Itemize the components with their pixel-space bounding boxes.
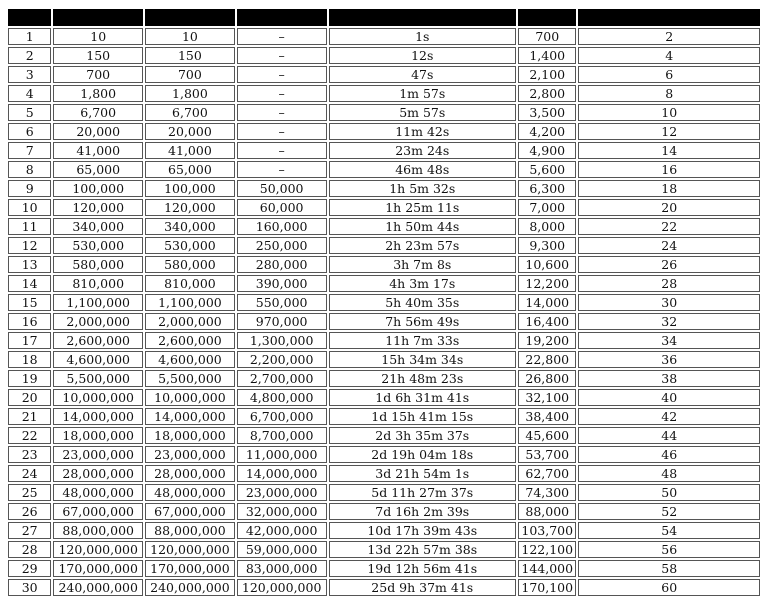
table-cell-col3: 48,000,000 [145,484,235,501]
table-cell-col6: 700 [518,28,576,45]
table-cell-col4: – [237,142,327,159]
table-cell-col2: 240,000,000 [53,579,143,596]
table-cell-level: 27 [8,522,51,539]
header-cell-time [329,9,517,26]
table-cell-col3: 530,000 [145,237,235,254]
table-cell-col6: 122,100 [518,541,576,558]
table-cell-time: 21h 48m 23s [329,370,517,387]
table-cell-time: 5h 40m 35s [329,294,517,311]
table-cell-time: 12s [329,47,517,64]
table-row [8,427,760,444]
table-cell-col6: 2,100 [518,66,576,83]
table-row [8,28,760,45]
table-cell-col7: 40 [578,389,760,406]
table-cell-col2: 1,800 [53,85,143,102]
table-row [8,579,760,596]
table-cell-col3: 2,000,000 [145,313,235,330]
table-cell-time: 1d 6h 31m 41s [329,389,517,406]
table-cell-col6: 19,200 [518,332,576,349]
table-cell-level: 7 [8,142,51,159]
table-cell-col7: 26 [578,256,760,273]
table-cell-col2: 530,000 [53,237,143,254]
table-row [8,294,760,311]
table-cell-col7: 6 [578,66,760,83]
table-cell-col4: 550,000 [237,294,327,311]
table-row [8,503,760,520]
table-cell-col6: 5,600 [518,161,576,178]
table-cell-time: 46m 48s [329,161,517,178]
table-cell-col6: 16,400 [518,313,576,330]
table-row [8,199,760,216]
table-cell-level: 22 [8,427,51,444]
table-cell-col7: 48 [578,465,760,482]
table-cell-col4: 83,000,000 [237,560,327,577]
table-cell-col2: 28,000,000 [53,465,143,482]
table-cell-col3: 100,000 [145,180,235,197]
table-cell-col3: 41,000 [145,142,235,159]
table-cell-col6: 1,400 [518,47,576,64]
table-row [8,484,760,501]
table-cell-col2: 1,100,000 [53,294,143,311]
table-cell-col2: 41,000 [53,142,143,159]
table-cell-col2: 5,500,000 [53,370,143,387]
table-cell-col3: 5,500,000 [145,370,235,387]
table-cell-col7: 22 [578,218,760,235]
table-cell-col6: 22,800 [518,351,576,368]
table-cell-col7: 18 [578,180,760,197]
table-cell-col3: 240,000,000 [145,579,235,596]
table-cell-level: 8 [8,161,51,178]
table-cell-time: 3h 7m 8s [329,256,517,273]
table-cell-col3: 88,000,000 [145,522,235,539]
table-cell-col7: 20 [578,199,760,216]
table-cell-col7: 34 [578,332,760,349]
table-cell-col7: 52 [578,503,760,520]
table-cell-col6: 32,100 [518,389,576,406]
table-cell-time: 13d 22h 57m 38s [329,541,517,558]
table-cell-col3: 150 [145,47,235,64]
table-cell-col7: 50 [578,484,760,501]
table-cell-col3: 67,000,000 [145,503,235,520]
table-cell-col6: 38,400 [518,408,576,425]
table-cell-level: 18 [8,351,51,368]
table-cell-time: 23m 24s [329,142,517,159]
table-cell-col7: 24 [578,237,760,254]
table-cell-col2: 18,000,000 [53,427,143,444]
table-cell-col6: 8,000 [518,218,576,235]
table-cell-col4: 250,000 [237,237,327,254]
table-cell-level: 15 [8,294,51,311]
table-cell-col3: 14,000,000 [145,408,235,425]
table-cell-col6: 2,800 [518,85,576,102]
table-cell-col3: 120,000 [145,199,235,216]
header-cell-col7 [578,9,760,26]
table-cell-col7: 38 [578,370,760,387]
header-cell-col4 [237,9,327,26]
table-cell-col6: 170,100 [518,579,576,596]
table-cell-level: 9 [8,180,51,197]
table-cell-level: 6 [8,123,51,140]
table-cell-col3: 1,100,000 [145,294,235,311]
table-cell-time: 10d 17h 39m 43s [329,522,517,539]
table-cell-col2: 23,000,000 [53,446,143,463]
table-cell-time: 1h 25m 11s [329,199,517,216]
table-cell-col4: 32,000,000 [237,503,327,520]
table-row [8,85,760,102]
table-row [8,332,760,349]
table-cell-col7: 32 [578,313,760,330]
table-cell-col4: – [237,161,327,178]
table-cell-time: 47s [329,66,517,83]
table-cell-col7: 54 [578,522,760,539]
table-cell-col4: 970,000 [237,313,327,330]
table-cell-col7: 36 [578,351,760,368]
table-cell-col7: 42 [578,408,760,425]
table-cell-col4: 2,700,000 [237,370,327,387]
table-cell-col4: – [237,66,327,83]
table-cell-time: 25d 9h 37m 41s [329,579,517,596]
table-cell-col2: 810,000 [53,275,143,292]
table-row [8,180,760,197]
table-cell-col2: 88,000,000 [53,522,143,539]
table-cell-col2: 67,000,000 [53,503,143,520]
header-cell-level [8,9,51,26]
data-table [6,7,762,598]
table-cell-col6: 10,600 [518,256,576,273]
table-cell-col6: 103,700 [518,522,576,539]
table-cell-col6: 4,200 [518,123,576,140]
table-cell-col4: 4,800,000 [237,389,327,406]
table-cell-col3: 18,000,000 [145,427,235,444]
table-cell-level: 2 [8,47,51,64]
table-cell-col7: 12 [578,123,760,140]
table-cell-time: 5m 57s [329,104,517,121]
table-cell-time: 1m 57s [329,85,517,102]
table-cell-col2: 10,000,000 [53,389,143,406]
table-row [8,275,760,292]
table-cell-col7: 44 [578,427,760,444]
table-cell-level: 5 [8,104,51,121]
table-row [8,351,760,368]
table-cell-level: 30 [8,579,51,596]
table-cell-col4: 59,000,000 [237,541,327,558]
table-cell-col6: 74,300 [518,484,576,501]
table-cell-col4: 6,700,000 [237,408,327,425]
table-cell-level: 25 [8,484,51,501]
table-cell-col2: 65,000 [53,161,143,178]
table-cell-col6: 14,000 [518,294,576,311]
table-cell-col4: 11,000,000 [237,446,327,463]
table-cell-level: 17 [8,332,51,349]
table-cell-col4: 23,000,000 [237,484,327,501]
table-cell-time: 11h 7m 33s [329,332,517,349]
table-row [8,66,760,83]
table-cell-level: 20 [8,389,51,406]
table-cell-col2: 20,000 [53,123,143,140]
table-cell-col7: 58 [578,560,760,577]
table-cell-col3: 580,000 [145,256,235,273]
table-cell-col2: 700 [53,66,143,83]
table-cell-time: 3d 21h 54m 1s [329,465,517,482]
table-cell-col7: 8 [578,85,760,102]
table-cell-level: 28 [8,541,51,558]
table-row [8,237,760,254]
table-cell-time: 2d 3h 35m 37s [329,427,517,444]
table-cell-col4: 2,200,000 [237,351,327,368]
table-cell-col6: 88,000 [518,503,576,520]
table-cell-time: 1d 15h 41m 15s [329,408,517,425]
table-cell-col7: 30 [578,294,760,311]
table-cell-col2: 170,000,000 [53,560,143,577]
table-row [8,256,760,273]
table-cell-time: 4h 3m 17s [329,275,517,292]
table-cell-col6: 9,300 [518,237,576,254]
table-cell-col6: 26,800 [518,370,576,387]
table-cell-col6: 6,300 [518,180,576,197]
table-row [8,161,760,178]
table-cell-col6: 12,200 [518,275,576,292]
table-cell-time: 19d 12h 56m 41s [329,560,517,577]
header-cell-col3 [145,9,235,26]
table-cell-col7: 10 [578,104,760,121]
table-cell-col3: 340,000 [145,218,235,235]
table-cell-col4: – [237,47,327,64]
table-row [8,408,760,425]
table-row [8,47,760,64]
table-cell-col6: 45,600 [518,427,576,444]
table-cell-col6: 4,900 [518,142,576,159]
table-row [8,560,760,577]
table-row [8,389,760,406]
table-cell-col4: 1,300,000 [237,332,327,349]
table-row [8,522,760,539]
table-cell-col4: 50,000 [237,180,327,197]
table-cell-col2: 340,000 [53,218,143,235]
table-cell-col4: 280,000 [237,256,327,273]
table-cell-col2: 100,000 [53,180,143,197]
table-cell-col4: – [237,123,327,140]
table-cell-level: 13 [8,256,51,273]
table-cell-col3: 2,600,000 [145,332,235,349]
header-row [8,9,760,26]
table-cell-level: 3 [8,66,51,83]
table-cell-col3: 28,000,000 [145,465,235,482]
table-cell-level: 24 [8,465,51,482]
table-cell-col2: 10 [53,28,143,45]
table-cell-col4: – [237,28,327,45]
table-cell-col2: 6,700 [53,104,143,121]
table-cell-time: 7h 56m 49s [329,313,517,330]
data-table-container [6,7,762,598]
table-cell-col6: 7,000 [518,199,576,216]
table-cell-level: 21 [8,408,51,425]
table-row [8,218,760,235]
table-cell-col6: 3,500 [518,104,576,121]
table-cell-col7: 16 [578,161,760,178]
table-cell-col3: 20,000 [145,123,235,140]
table-cell-time: 1s [329,28,517,45]
table-cell-col3: 6,700 [145,104,235,121]
table-cell-col2: 2,600,000 [53,332,143,349]
table-cell-col3: 10 [145,28,235,45]
table-cell-time: 7d 16h 2m 39s [329,503,517,520]
table-cell-level: 4 [8,85,51,102]
table-cell-level: 23 [8,446,51,463]
table-cell-time: 1h 5m 32s [329,180,517,197]
table-cell-col2: 150 [53,47,143,64]
table-cell-col3: 10,000,000 [145,389,235,406]
header-cell-col6 [518,9,576,26]
table-cell-col4: – [237,85,327,102]
table-cell-col7: 14 [578,142,760,159]
table-cell-col7: 46 [578,446,760,463]
table-cell-col3: 4,600,000 [145,351,235,368]
table-row [8,313,760,330]
table-row [8,541,760,558]
table-row [8,142,760,159]
table-body [8,28,760,596]
table-cell-col6: 53,700 [518,446,576,463]
table-cell-col2: 120,000 [53,199,143,216]
table-cell-col3: 170,000,000 [145,560,235,577]
table-cell-time: 11m 42s [329,123,517,140]
table-row [8,104,760,121]
table-cell-col4: 42,000,000 [237,522,327,539]
table-cell-col4: – [237,104,327,121]
table-cell-col3: 700 [145,66,235,83]
table-cell-level: 16 [8,313,51,330]
table-row [8,123,760,140]
table-cell-time: 2h 23m 57s [329,237,517,254]
table-cell-col6: 144,000 [518,560,576,577]
table-cell-col2: 580,000 [53,256,143,273]
table-cell-col3: 23,000,000 [145,446,235,463]
table-cell-level: 14 [8,275,51,292]
table-cell-col3: 1,800 [145,85,235,102]
table-cell-col2: 4,600,000 [53,351,143,368]
table-cell-col3: 120,000,000 [145,541,235,558]
table-cell-level: 19 [8,370,51,387]
table-cell-level: 26 [8,503,51,520]
table-row [8,465,760,482]
table-cell-time: 15h 34m 34s [329,351,517,368]
table-row [8,370,760,387]
table-cell-level: 1 [8,28,51,45]
table-cell-time: 5d 11h 27m 37s [329,484,517,501]
table-cell-level: 10 [8,199,51,216]
table-cell-col7: 4 [578,47,760,64]
table-cell-col7: 56 [578,541,760,558]
table-cell-col4: 60,000 [237,199,327,216]
table-cell-col2: 48,000,000 [53,484,143,501]
table-cell-col3: 65,000 [145,161,235,178]
table-cell-col6: 62,700 [518,465,576,482]
table-cell-level: 12 [8,237,51,254]
table-cell-col7: 28 [578,275,760,292]
header-cell-col2 [53,9,143,26]
table-row [8,446,760,463]
table-cell-col7: 2 [578,28,760,45]
table-cell-col7: 60 [578,579,760,596]
table-cell-col4: 390,000 [237,275,327,292]
table-cell-level: 11 [8,218,51,235]
table-cell-col3: 810,000 [145,275,235,292]
table-cell-col4: 160,000 [237,218,327,235]
table-cell-col4: 14,000,000 [237,465,327,482]
table-cell-col4: 8,700,000 [237,427,327,444]
table-cell-col2: 2,000,000 [53,313,143,330]
table-cell-time: 2d 19h 04m 18s [329,446,517,463]
table-cell-level: 29 [8,560,51,577]
table-cell-col4: 120,000,000 [237,579,327,596]
table-cell-time: 1h 50m 44s [329,218,517,235]
table-cell-col2: 14,000,000 [53,408,143,425]
table-cell-col2: 120,000,000 [53,541,143,558]
